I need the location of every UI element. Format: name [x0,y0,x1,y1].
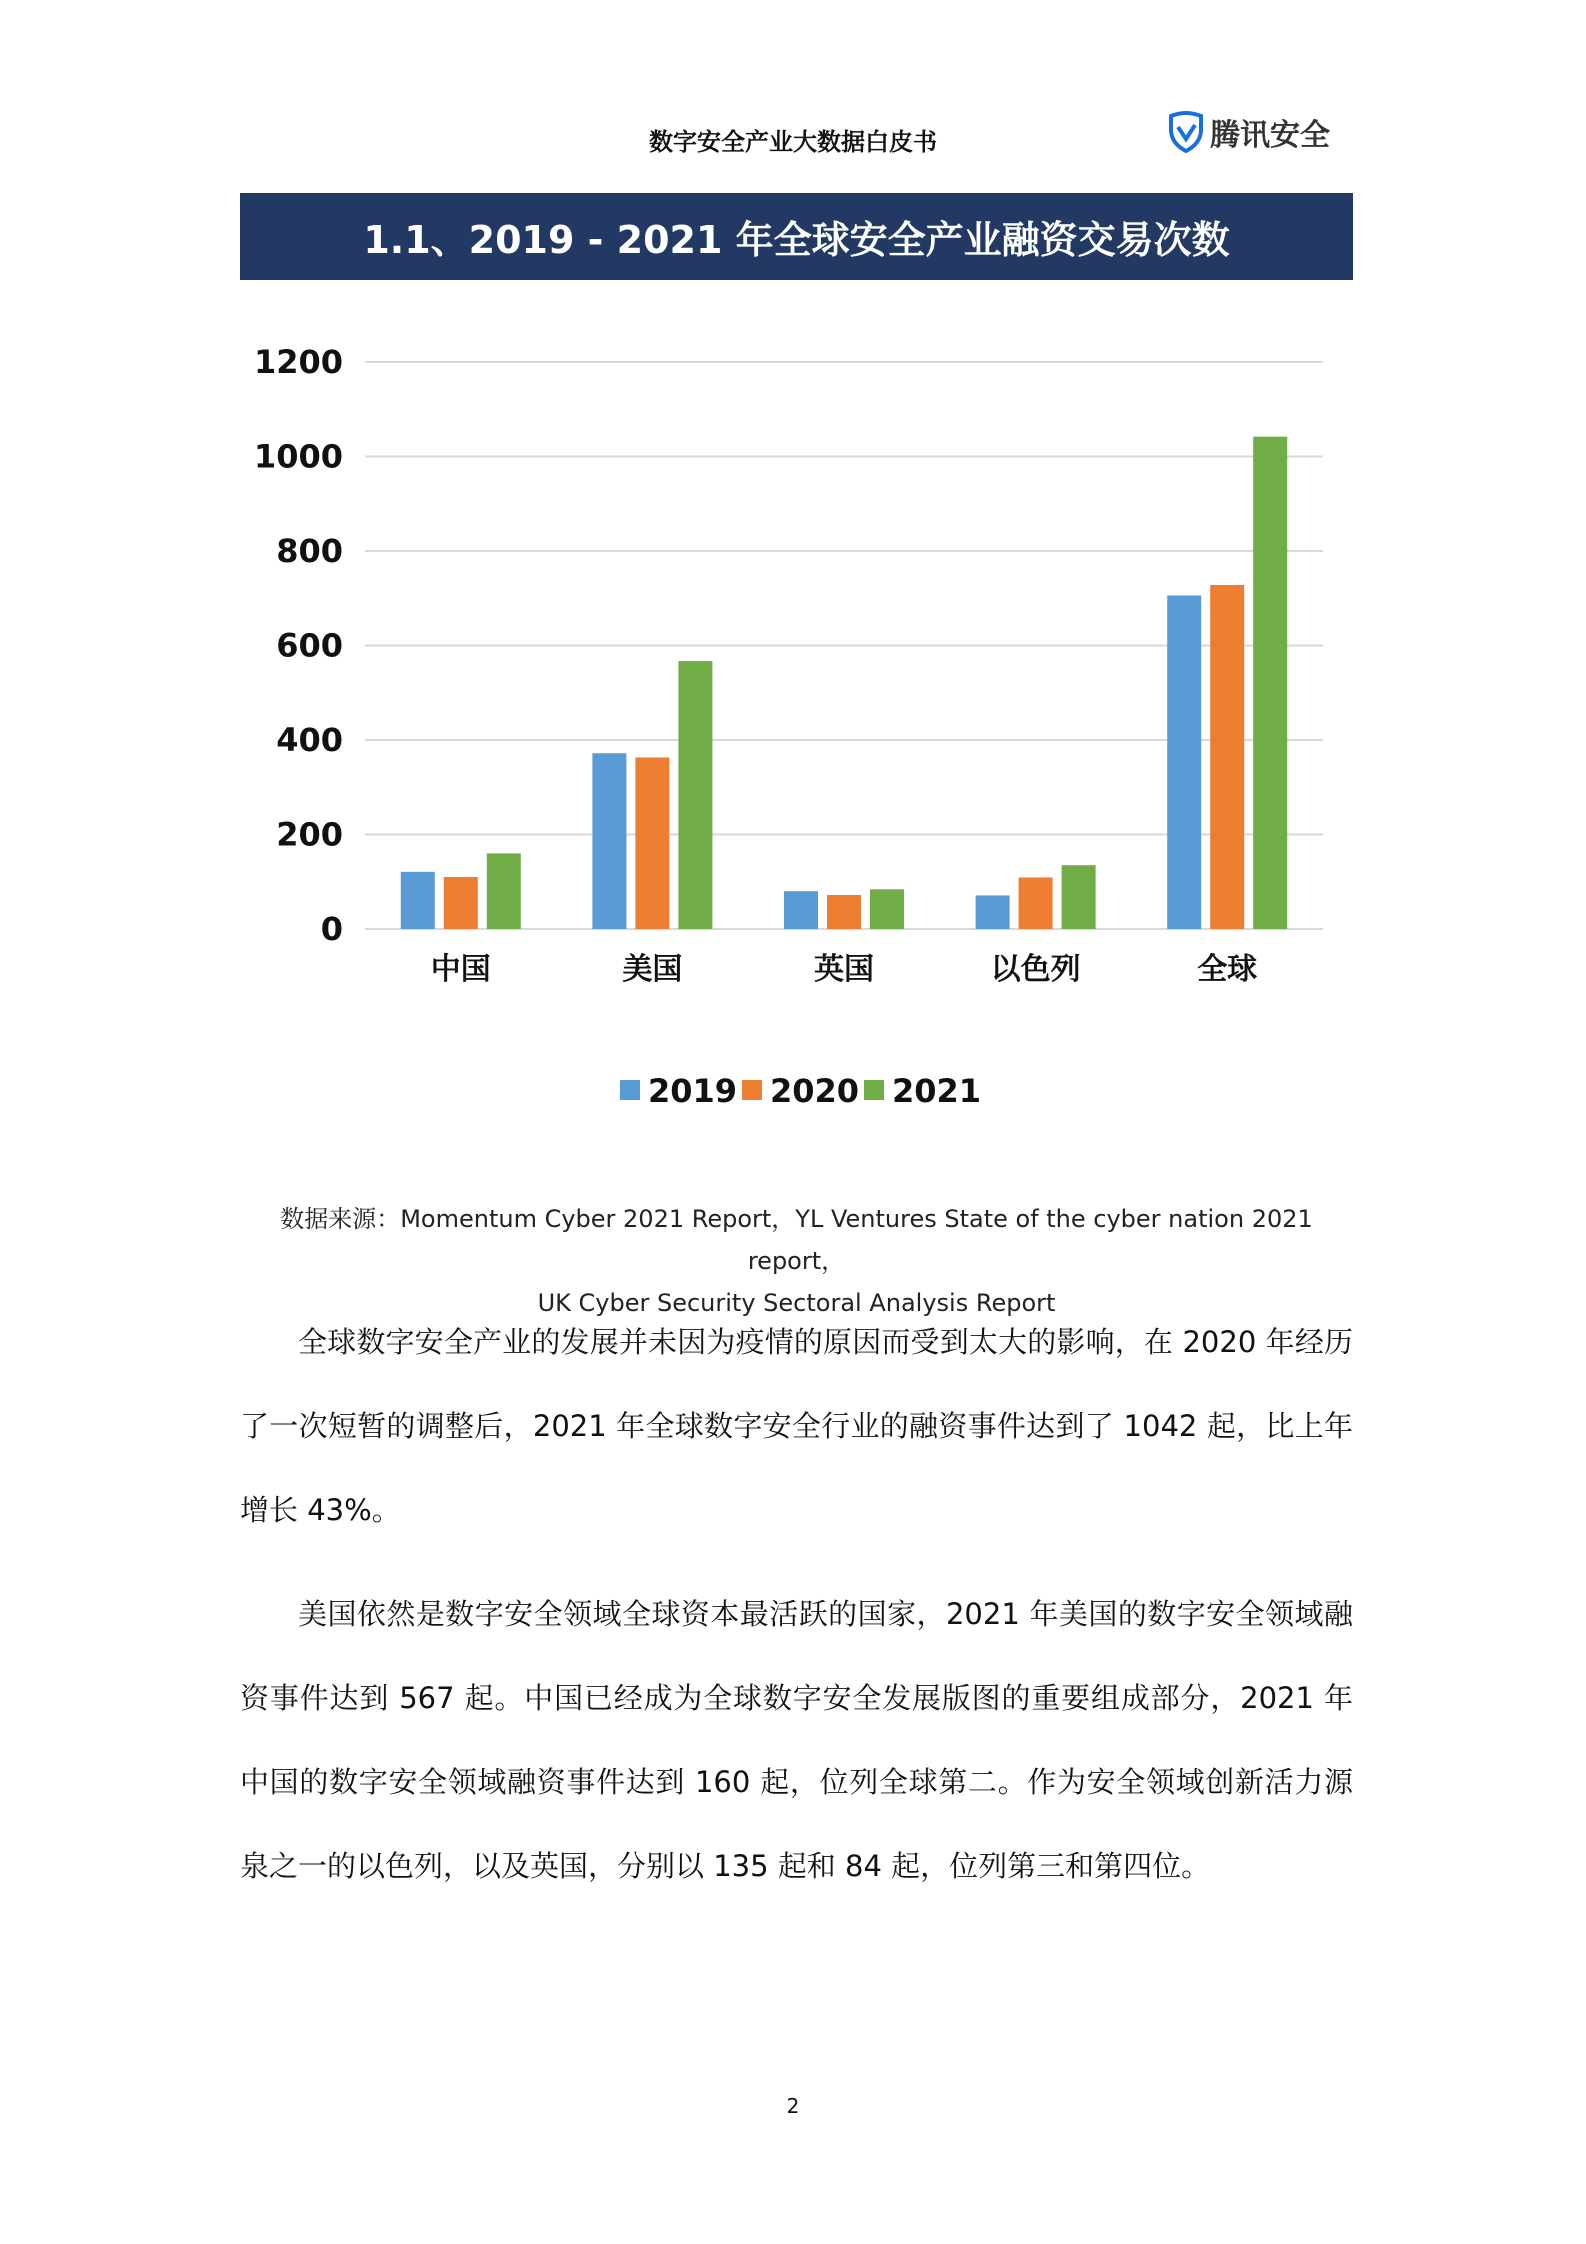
y-tick-label: 600 [276,626,343,665]
document-header-title: 数字安全产业大数据白皮书 [649,128,937,156]
y-tick-label: 1200 [253,343,343,381]
bar-2021-0 [487,853,521,929]
x-category-label: 英国 [814,952,874,987]
section-title: 1.1、2019 - 2021 年全球安全产业融资交易次数 [363,218,1230,262]
logo-text: 腾讯安全 [1210,118,1330,153]
shield-icon [1168,111,1204,153]
y-tick-label: 1000 [253,437,343,476]
legend-label: 2021 [892,1072,982,1110]
paragraph-1: 全球数字安全产业的发展并未因为疫情的原因而受到太大的影响，在 2020 年经历了一次短暂的调整后，2021 年全球数字安全行业的融资事件达到了 1042 起，比上年增长 43%。 [240,1325,1353,1527]
legend-label: 2019 [648,1072,738,1110]
x-category-label: 全球 [1197,952,1258,987]
source-line-1: 数据来源：Momentum Cyber 2021 Report，YL Ventures State of the cyber nation 2021 report， [280,1205,1313,1275]
legend-swatch-2019 [620,1080,640,1100]
bar-2020-2 [827,895,861,929]
bar-2021-3 [1062,865,1096,929]
x-category-label: 以色列 [990,952,1081,987]
section-banner [240,193,1353,280]
bar-2019-0 [401,872,435,929]
legend-swatch-2020 [742,1080,762,1100]
bar-2019-2 [784,891,818,929]
legend-swatch-2021 [864,1080,884,1100]
legend-label: 2020 [770,1072,860,1110]
paragraph-2: 美国依然是数字安全领域全球资本最活跃的国家，2021 年美国的数字安全领域融资事件达到 567 起。中国已经成为全球数字安全发展版图的重要组成部分，2021 年中国的数字安全领域融资事件达到 160 起，位列全球第二。作为安全领域创新活力源泉之一的以色列，以及英国，分别以 135 起和 84 起，位列第三和第四位。 [240,1597,1353,1883]
bar-2020-1 [635,757,669,929]
x-category-label: 美国 [622,952,683,987]
bar-2021-2 [870,889,904,929]
y-tick-label: 200 [276,815,343,854]
bar-2020-3 [1019,877,1053,929]
tencent-security-logo [1168,110,1330,154]
bar-2021-4 [1253,437,1287,929]
page-number: 2 [786,2094,800,2118]
source-line-2: UK Cyber Security Sectoral Analysis Report [537,1289,1056,1317]
bar-2019-4 [1167,595,1201,929]
bar-chart [240,300,1353,1140]
y-tick-label: 800 [276,532,343,570]
bar-2020-4 [1210,585,1244,929]
y-tick-label: 0 [320,910,343,948]
bar-2020-0 [444,877,478,929]
y-tick-label: 400 [276,721,343,759]
bar-2019-1 [592,753,626,929]
bar-2019-3 [976,895,1010,929]
x-category-label: 中国 [430,952,491,987]
bar-2021-1 [678,661,712,929]
